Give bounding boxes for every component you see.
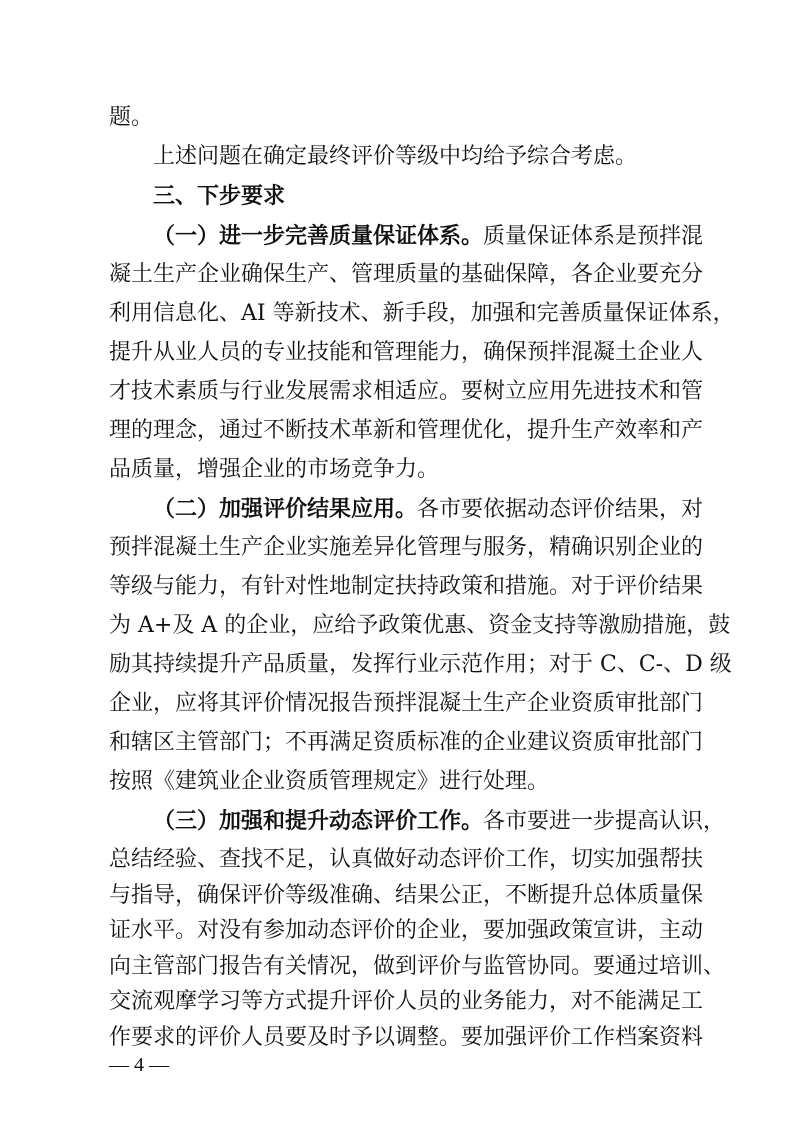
section3-line: 向主管部门报告有关情况，做到评价与监管协同。要通过培训、 bbox=[109, 954, 726, 979]
section2-line: 按照《建筑业企业资质管理规定》进行处理。 bbox=[109, 769, 550, 794]
summary-sentence: 上述问题在确定最终评价等级中均给予综合考虑。 bbox=[153, 144, 638, 169]
section3-line: 与指导，确保评价等级准确、结果公正，不断提升总体质量保 bbox=[109, 883, 704, 908]
section2-line: 预拌混凝土生产企业实施差异化管理与服务，精确识别企业的 bbox=[109, 535, 704, 560]
section3-line: 作要求的评价人员要及时予以调整。要加强评价工作档案资料 bbox=[109, 1025, 704, 1050]
section1-line: 品质量，增强企业的市场竞争力。 bbox=[109, 457, 440, 482]
section-heading-next-steps: 三、下步要求 bbox=[153, 184, 286, 209]
section2-line: 和辖区主管部门；不再满足资质标准的企业建议资质审批部门 bbox=[109, 730, 704, 755]
section2-line: 企业，应将其评价情况报告预拌混凝土生产企业资质审批部门 bbox=[109, 691, 704, 716]
section1-line: 凝土生产企业确保生产、管理质量的基础保障，各企业要充分 bbox=[109, 262, 704, 287]
section3-lead: （三）加强和提升动态评价工作。 bbox=[153, 808, 484, 834]
section2-lead: （二）加强评价结果应用。 bbox=[153, 496, 418, 522]
section3-first-rest: 各市要进一步提高认识， bbox=[483, 809, 726, 834]
section1-first-rest: 质量保证体系是预拌混 bbox=[483, 224, 704, 249]
section2-line: 励其持续提升产品质量，发挥行业示范作用；对于 C、C-、D 级 bbox=[109, 652, 732, 677]
section1-first-line bbox=[153, 219, 704, 253]
page-number: — 4 — bbox=[109, 1054, 169, 1076]
section1-line: 提升从业人员的专业技能和管理能力，确保预拌混凝土企业人 bbox=[109, 340, 704, 365]
section3-line: 证水平。对没有参加动态评价的企业，要加强政策宣讲，主动 bbox=[109, 918, 704, 943]
section1-line: 才技术素质与行业发展需求相适应。要树立应用先进技术和管 bbox=[109, 379, 704, 404]
section2-first-line bbox=[153, 492, 704, 526]
section1-line: 利用信息化、AI 等新技术、新手段，加强和完善质量保证体系， bbox=[109, 301, 735, 326]
section3-line: 交流观摩学习等方式提升评价人员的业务能力，对不能满足工 bbox=[109, 989, 704, 1014]
section2-line: 为 A+及 A 的企业，应给予政策优惠、资金支持等激励措施，鼓 bbox=[109, 613, 731, 638]
section1-lead: （一）进一步完善质量保证体系。 bbox=[153, 223, 484, 249]
paragraph-ending-line: 题。 bbox=[109, 105, 154, 130]
section2-line: 等级与能力，有针对性地制定扶持政策和措施。对于评价结果 bbox=[109, 574, 704, 599]
section3-first-line bbox=[153, 804, 726, 838]
section3-line: 总结经验、查找不足，认真做好动态评价工作，切实加强帮扶 bbox=[109, 847, 704, 872]
section1-line: 理的理念，通过不断技术革新和管理优化，提升生产效率和产 bbox=[109, 418, 704, 443]
section2-first-rest: 各市要依据动态评价结果，对 bbox=[417, 497, 704, 522]
